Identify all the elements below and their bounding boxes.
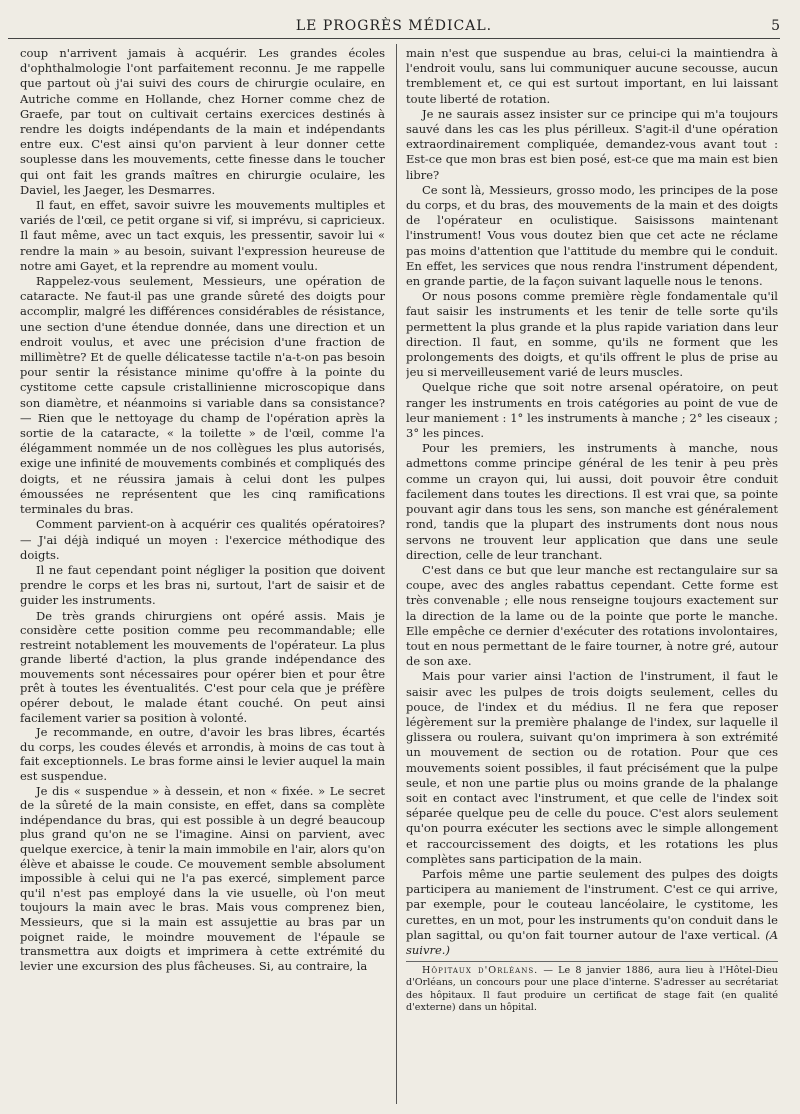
paragraph: Pour les premiers, les instruments à manche, nous admettons comme principe général de les tenir à peu près comme un crayon qui, lui aussi, doit pouvoir être conduit facilement dans toutes les directions. Il est vrai que, sa pointe pouvant agir dans tous les sens, son manche est généralement rond, tandis que la plupart des instruments dont nous nous servons ne trouvent leur application que dans une seule direction, celle de leur tranchant. xyxy=(406,441,778,562)
footnote-rule xyxy=(406,961,778,962)
paragraph: Ce sont là, Messieurs, grosso modo, les principes de la pose du corps, et du bras, des mouvements de la main et des doigts de l'opérateur en oculistique. Saisissons maintenant l'instrument! Vous vous doutez bien que cet acte ne réclame pas moins d'attention que l'attitude du membre qui le conduit. En effet, les services que nous rendra l'instrument dépendent, en grande partie, de la façon suivant laquelle nous le tenons. xyxy=(406,182,778,289)
right-column xyxy=(406,46,778,1106)
paragraph: Je dis « suspendue » à dessein, et non « fixée. » Le secret de la sûreté de la main consiste, en effet, dans sa complète indépendance du bras, qui est possible à un degré beaucoup plus grand qu'on ne se l'imagine. Ainsi on parvient, avec quelque exercice, à tenir la main immobile en l'air, alors qu'on élève et abaisse le coude. Ce mouvement semble absolument impossible à celui qui ne l'a pas exercé, simplement parce qu'il n'est pas employé dans la vie usuelle, où l'on meut toujours la main avec le bras. Mais vous comprenez bien, Messieurs, que si la main est assujettie au bras par un poignet raide, le moindre mouvement de l'épaule se transmettra aux doigts et imprimera à cette extrémité du levier une excursion des plus fâcheuses. Si, au contraire, la xyxy=(20,783,385,973)
footnote-label: Hôpitaux d'Orléans. xyxy=(422,965,539,977)
paragraph: main n'est que suspendue au bras, celui-ci la maintiendra à l'endroit voulu, sans lui communiquer aucune secousse, aucun tremblement et, ce qui est surtout important, en lui laissant toute liberté de rotation. xyxy=(406,46,778,106)
paragraph: C'est dans ce but que leur manche est rectangulaire sur sa coupe, avec des angles rabattus cependant. Cette forme est très convenable ; elle nous renseigne toujours exactement sur la direction de la lame ou de la pointe que porte le manche. Elle empêche ce dernier d'exécuter des rotations involontaires, tout en nous permettant de le faire tourner, à notre gré, autour de son axe. xyxy=(406,562,778,669)
paragraph: coup n'arrivent jamais à acquérir. Les grandes écoles d'ophthalmologie l'ont parfaitement reconnu. Je me rappelle que partout où j'ai suivi des cours de chirurgie oculaire, en Autriche comme en Hollande, chez Horner comme chez de Graefe, par tout on cultivait certains exercices destinés à rendre les doigts indépendants de la main et indépendants entre eux. C'est ainsi qu'on parvient à leur donner cette souplesse dans les mouvements, cette finesse dans le toucher qui ont fait les grands maîtres en chirurgie oculaire, les Daviel, les Jaeger, les Desmarres. xyxy=(20,46,385,197)
to-follow-note: (A suivre.) xyxy=(406,927,778,957)
paragraph: Il faut, en effet, savoir suivre les mouvements multiples et variés de l'œil, ce petit organe si vif, si imprévu, si capricieux. Il faut même, avec un tact exquis, les pressentir, savoir lui « rendre la main » au besoin, suivant l'expression heureuse de notre ami Gayet, et la reprendre au moment voulu. xyxy=(20,198,385,273)
paragraph: Je ne saurais assez insister sur ce principe qui m'a toujours sauvé dans les cas les plus périlleux. S'agit-il d'une opération extraordinairement compliquée, demandez-vous avant tout : Est-ce que mon bras est bien posé, est-ce que ma main est bien libre? xyxy=(406,106,778,182)
paragraph: Mais pour varier ainsi l'action de l'instrument, il faut le saisir avec les pulpes de trois doigts seulement, celles du pouce, de l'index et du médius. Il ne fera que reposer légèrement sur la première phalange de l'index, sur laquelle il glissera ou roulera, suivant qu'on imprimera à son extrémité un mouvement de section ou de rotation. Pour que ces mouvements soient possibles, il faut précisément que la pulpe seule, et non une partie plus ou moins grande de la phalange soit en contact avec l'instrument, et que celle de l'index soit séparée quelque peu de celle du pouce. C'est alors seulement qu'on pourra exécuter les sections avec le simple allongement et raccourcissement des doigts, et les rotations les plus complètes sans participation de la main. xyxy=(406,669,778,866)
paragraph-last xyxy=(406,867,778,958)
footnote xyxy=(406,965,778,1014)
footnote-text: — Le 8 janvier 1886, aura lieu à l'Hôtel-Dieu d'Orléans, un concours pour une place d'interne. S'adresser au secrétariat des hôpitaux. Il faut produire un certificat de stage fait (en qualité d'externe) dans un hôpital. xyxy=(406,965,778,1013)
paragraph: Or nous posons comme première règle fondamentale qu'il faut saisir les instruments et les tenir de telle sorte qu'ils permettent la plus grande et la plus rapide variation dans leur direction. Il faut, en somme, qu'ils ne forment que les prolongements des doigts, et qu'ils offrent le plus de prise au jeu si merveilleusement varié de leurs muscles. xyxy=(406,289,778,380)
left-column xyxy=(20,46,385,1106)
running-header xyxy=(8,14,780,39)
paragraph: De très grands chirurgiens ont opéré assis. Mais je considère cette position comme peu recommandable; elle restreint notablement les mouvements de l'opérateur. La plus grande liberté d'action, la plus grande indépendance des mouvements sont nécessaires pour opérer bien et pour être prêt à toutes les éventualités. C'est pour cela que je préfère opérer debout, le malade étant couché. On peut ainsi facilement varier sa position à volonté. xyxy=(20,608,385,725)
paragraph: Je recommande, en outre, d'avoir les bras libres, écartés du corps, les coudes élevés et arrondis, à moins de cas tout à fait exceptionnels. Le bras forme ainsi le levier auquel la main est suspendue. xyxy=(20,725,385,784)
journal-title: LE PROGRÈS MÉDICAL. xyxy=(295,18,493,34)
column-divider xyxy=(396,44,397,1104)
page-number: 5 xyxy=(771,18,780,34)
lower-text-block xyxy=(20,609,385,974)
paragraph: Quelque riche que soit notre arsenal opératoire, on peut ranger les instruments en trois catégories au point de vue de leur maniement : 1° les instruments à manche ; 2° les ciseaux ; 3° les pinces. xyxy=(406,380,778,441)
paragraph: Comment parvient-on à acquérir ces qualités opératoires? — J'ai déjà indiqué un moyen : l'exercice méthodique des doigts. xyxy=(20,517,385,562)
paragraph: Il ne faut cependant point négliger la position que doivent prendre le corps et les bras ni, surtout, l'art de saisir et de guider les instruments. xyxy=(20,562,385,608)
paragraph-text: Parfois même une partie seulement des pulpes des doigts participera au maniement de l'instrument. C'est ce qui arrive, par exemple, pour le couteau lancéolaire, le cystitome, les curettes, en un mot, pour les instruments qu'on conduit dans le plan sagittal, ou qu'on fait tourner autour de l'axe vertical. xyxy=(406,866,778,942)
paragraph: Rappelez-vous seulement, Messieurs, une opération de cataracte. Ne faut-il pas une grande sûreté des doigts pour accomplir, malgré les différences considérables de résistance, une section d'une étendue donnée, dans une direction et un endroit voulus, et avec une précision d'une fraction de millimètre? Et de quelle délicatesse tactile n'a-t-on pas besoin pour sentir la résistance minime qu'offre à la pointe du cystitome cette capsule cristallinienne microscopique dans son diamètre, et néanmoins si variable dans sa consistance? — Rien que le nettoyage du champ de l'opération après la sortie de la cataracte, « la toilette » de l'œil, comme l'a élégamment nommée un de nos collègues les plus autorisés, exige une infinité de mouvements combinés et compliqués des doigts, et ne réussira jamais à celui dont les pulpes émoussées ne représentent que les cinq ramifications terminales du bras. xyxy=(20,274,385,517)
